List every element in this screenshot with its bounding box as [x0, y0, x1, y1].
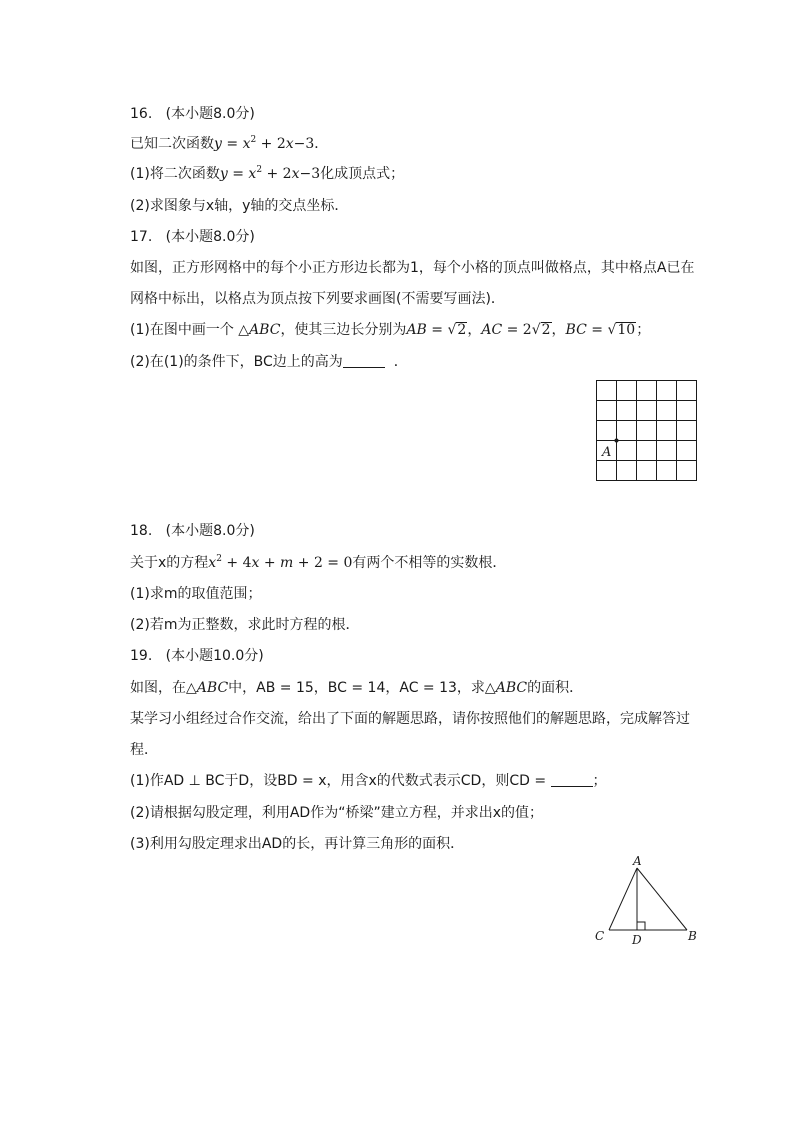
- square-grid-figure: [596, 380, 700, 484]
- q17-stem-line2: 网格中标出，以格点为顶点按下列要求画图(不需要写画法)．: [130, 291, 505, 307]
- q17-part2: [130, 352, 408, 372]
- q19-stem: 如图，在△ABC中，AB = 15，BC = 14，AC = 13，求△ABC的面积．: [130, 680, 584, 696]
- answer-blank[interactable]: [343, 353, 385, 368]
- q16-part1-suffix: 化成顶点式；: [320, 166, 405, 182]
- grid-point-a-label: A: [602, 445, 612, 460]
- q19-intro-line2: 程．: [130, 742, 158, 758]
- q18-stem: 关于x的方程$x^2 + 4x + m + 2 = 0$有两个不相等的实数根．: [130, 554, 507, 571]
- q16-number: 16.: [130, 106, 153, 122]
- q17-header: [130, 227, 255, 247]
- foot-d-label: D: [632, 933, 642, 947]
- q16-header: [130, 104, 255, 124]
- q19-stem-prefix: 如图，在: [130, 680, 186, 696]
- q18-stem-suffix: 有两个不相等的实数根．: [352, 555, 507, 571]
- q18-header: [130, 521, 255, 541]
- vertex-b-label: B: [688, 929, 697, 943]
- q19-stem-mid: 中，AB = 15，BC = 14，AC = 13，求: [228, 680, 485, 696]
- triangle-abc-figure: [592, 852, 702, 948]
- q18-stem-prefix: 关于x的方程: [130, 555, 209, 571]
- q17-part1-prefix: (1)在图中画一个: [130, 322, 234, 338]
- q18-number: 18.: [130, 523, 153, 539]
- q16-stem-text: 已知二次函数: [130, 136, 214, 152]
- q19-part2: (2)请根据勾股定理，利用AD作为“桥梁”建立方程，并求出x的值；: [130, 805, 543, 821]
- q17-part2-prefix: (2)在(1)的条件下，BC边上的高为: [130, 354, 343, 370]
- q19-number: 19.: [130, 648, 153, 664]
- q18-part2: (2)若m为正整数，求此时方程的根．: [130, 617, 360, 633]
- q19-part3: (3)利用勾股定理求出AD的长，再计算三角形的面积．: [130, 836, 465, 852]
- q16-part2: (2)求图象与x轴，y轴的交点坐标．: [130, 198, 349, 214]
- q17-part1: (1)在图中画一个 △ABC，使其三边长分别为AB = √2，AC = 2√2，BC = √10；: [130, 322, 651, 338]
- q19-score: (本小题10.0分): [165, 648, 264, 664]
- q16-part1-prefix: (1)将二次函数: [130, 166, 220, 182]
- q19-stem-suffix: 的面积．: [527, 680, 584, 696]
- q18-score: (本小题8.0分): [165, 523, 255, 539]
- q17-score: (本小题8.0分): [165, 229, 255, 245]
- q17-number: 17.: [130, 229, 153, 245]
- q16-function: y: [214, 136, 222, 152]
- q19-part1-prefix: (1)作AD ⊥ BC于D，设BD = x，用含x的代数式表示CD，则CD =: [130, 773, 547, 789]
- q17-part2-suffix: ．: [393, 354, 408, 370]
- vertex-a-label: A: [633, 854, 642, 868]
- vertex-c-label: C: [595, 929, 605, 943]
- q17-stem-line1: 如图，正方形网格中的每个小正方形边长都为1，每个小格的顶点叫做格点，其中格点A已在: [130, 260, 695, 276]
- q16-score: (本小题8.0分): [165, 106, 255, 122]
- answer-blank[interactable]: [551, 772, 593, 787]
- q16-part1: (1)将二次函数$y = x^2 + 2x-3$化成顶点式；: [130, 165, 405, 182]
- q19-part1: [130, 771, 607, 791]
- q19-header: [130, 646, 264, 666]
- grid-point-a: [615, 439, 619, 443]
- q19-part1-suffix: ；: [592, 773, 607, 789]
- q16-stem: 已知二次函数$y = x^2 + 2x-3$．: [130, 135, 329, 152]
- q17-part1-mid: ，使其三边长分别为: [280, 322, 407, 338]
- q18-part1: (1)求m的取值范围；: [130, 586, 262, 602]
- q19-intro-line1: 某学习小组经过合作交流，给出了下面的解题思路，请你按照他们的解题思路，完成解答过: [130, 711, 690, 727]
